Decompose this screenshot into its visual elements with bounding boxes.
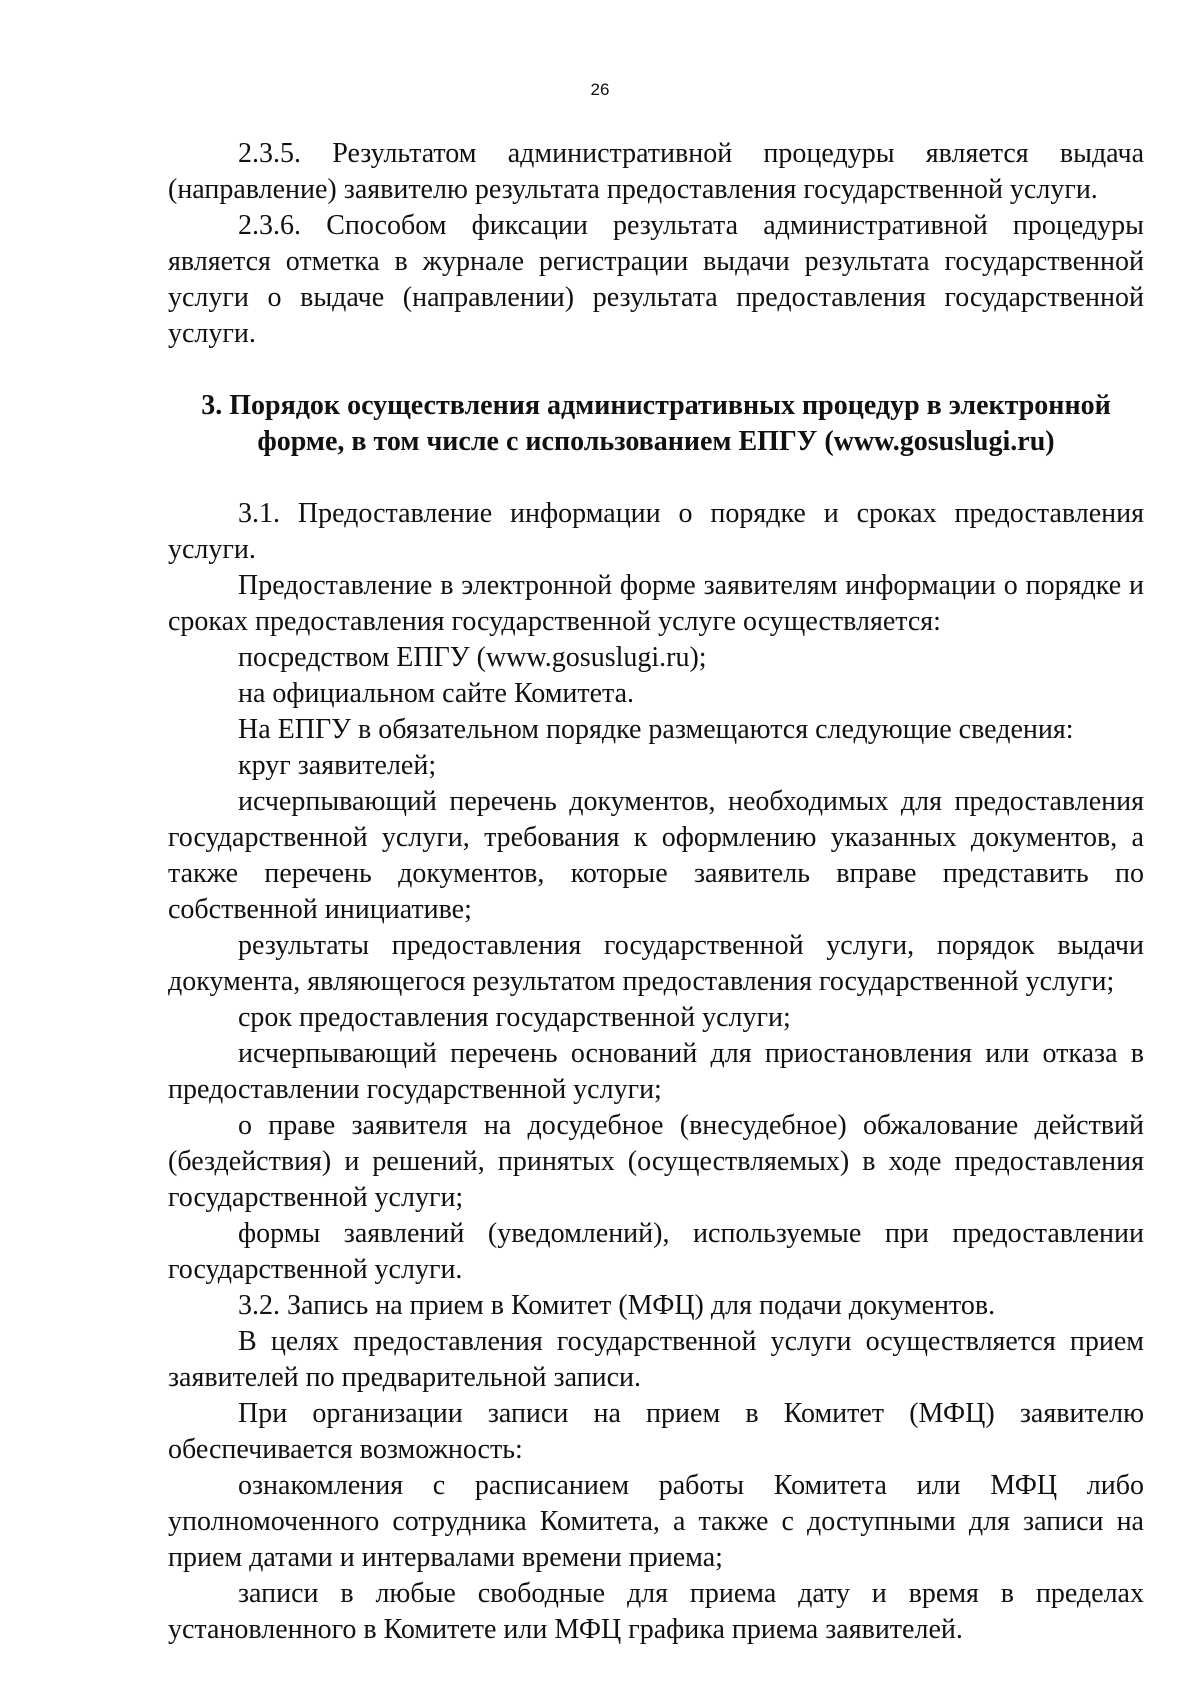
- list-item: записи в любые свободные для приема дату и время в пределах установленного в Комитете или МФЦ графика приема заявителей.: [168, 1578, 1144, 1645]
- paragraph-3-2: 3.2. Запись на прием в Комитет (МФЦ) для подачи документов.: [238, 1290, 996, 1321]
- list-item: ознакомления с расписанием работы Комитета или МФЦ либо уполномоченного сотрудника Комитета, а также с доступными для записи на прием датами и интервалами времени приема;: [168, 1470, 1144, 1573]
- paragraph: Предоставление в электронной форме заявителям информации о порядке и сроках предоставления государственной услуге осуществляется:: [168, 570, 1144, 637]
- list-item: на официальном сайте Комитета.: [238, 678, 635, 709]
- paragraph-3-1: 3.1. Предоставление информации о порядке и сроках предоставления услуги.: [168, 498, 1144, 565]
- list-item: посредством ЕПГУ (www.gosuslugi.ru);: [238, 642, 707, 673]
- list-item: срок предоставления государственной услуги;: [238, 1002, 791, 1033]
- paragraph: При организации записи на прием в Комитет (МФЦ) заявителю обеспечивается возможность:: [168, 1398, 1144, 1465]
- page-number: 26: [590, 80, 610, 99]
- list-item: о праве заявителя на досудебное (внесудебное) обжалование действий (бездействия) и решений, принятых (осуществляемых) в ходе предоставления государственной услуги;: [168, 1110, 1144, 1213]
- section-heading: 3. Порядок осуществления административных процедур в электронной форме, в том числе с использованием ЕПГУ (www.gosuslugi.ru): [201, 390, 1111, 457]
- list-item: исчерпывающий перечень документов, необходимых для предоставления государственной услуги, требования к оформлению указанных документов, а также перечень документов, которые заявитель вправе представить по собственной инициативе;: [168, 786, 1144, 925]
- paragraph-2-3-6: 2.3.6. Способом фиксации результата административной процедуры является отметка в журнале регистрации выдачи результата государственной услуги о выдаче (направлении) результата предоставления государственной услуги.: [168, 210, 1144, 349]
- list-item: формы заявлений (уведомлений), используемые при предоставлении государственной услуги.: [168, 1218, 1144, 1285]
- list-item: результаты предоставления государственной услуги, порядок выдачи документа, являющегося результатом предоставления государственной услуги;: [168, 930, 1144, 997]
- document-body: [168, 136, 1144, 1648]
- list-item: круг заявителей;: [238, 750, 437, 781]
- paragraph: На ЕПГУ в обязательном порядке размещаются следующие сведения:: [238, 714, 1074, 745]
- list-item: исчерпывающий перечень оснований для приостановления или отказа в предоставлении государственной услуги;: [168, 1038, 1144, 1105]
- paragraph: В целях предоставления государственной услуги осуществляется прием заявителей по предварительной записи.: [168, 1326, 1144, 1393]
- paragraph-2-3-5: 2.3.5. Результатом административной процедуры является выдача (направление) заявителю результата предоставления государственной услуги.: [168, 138, 1144, 205]
